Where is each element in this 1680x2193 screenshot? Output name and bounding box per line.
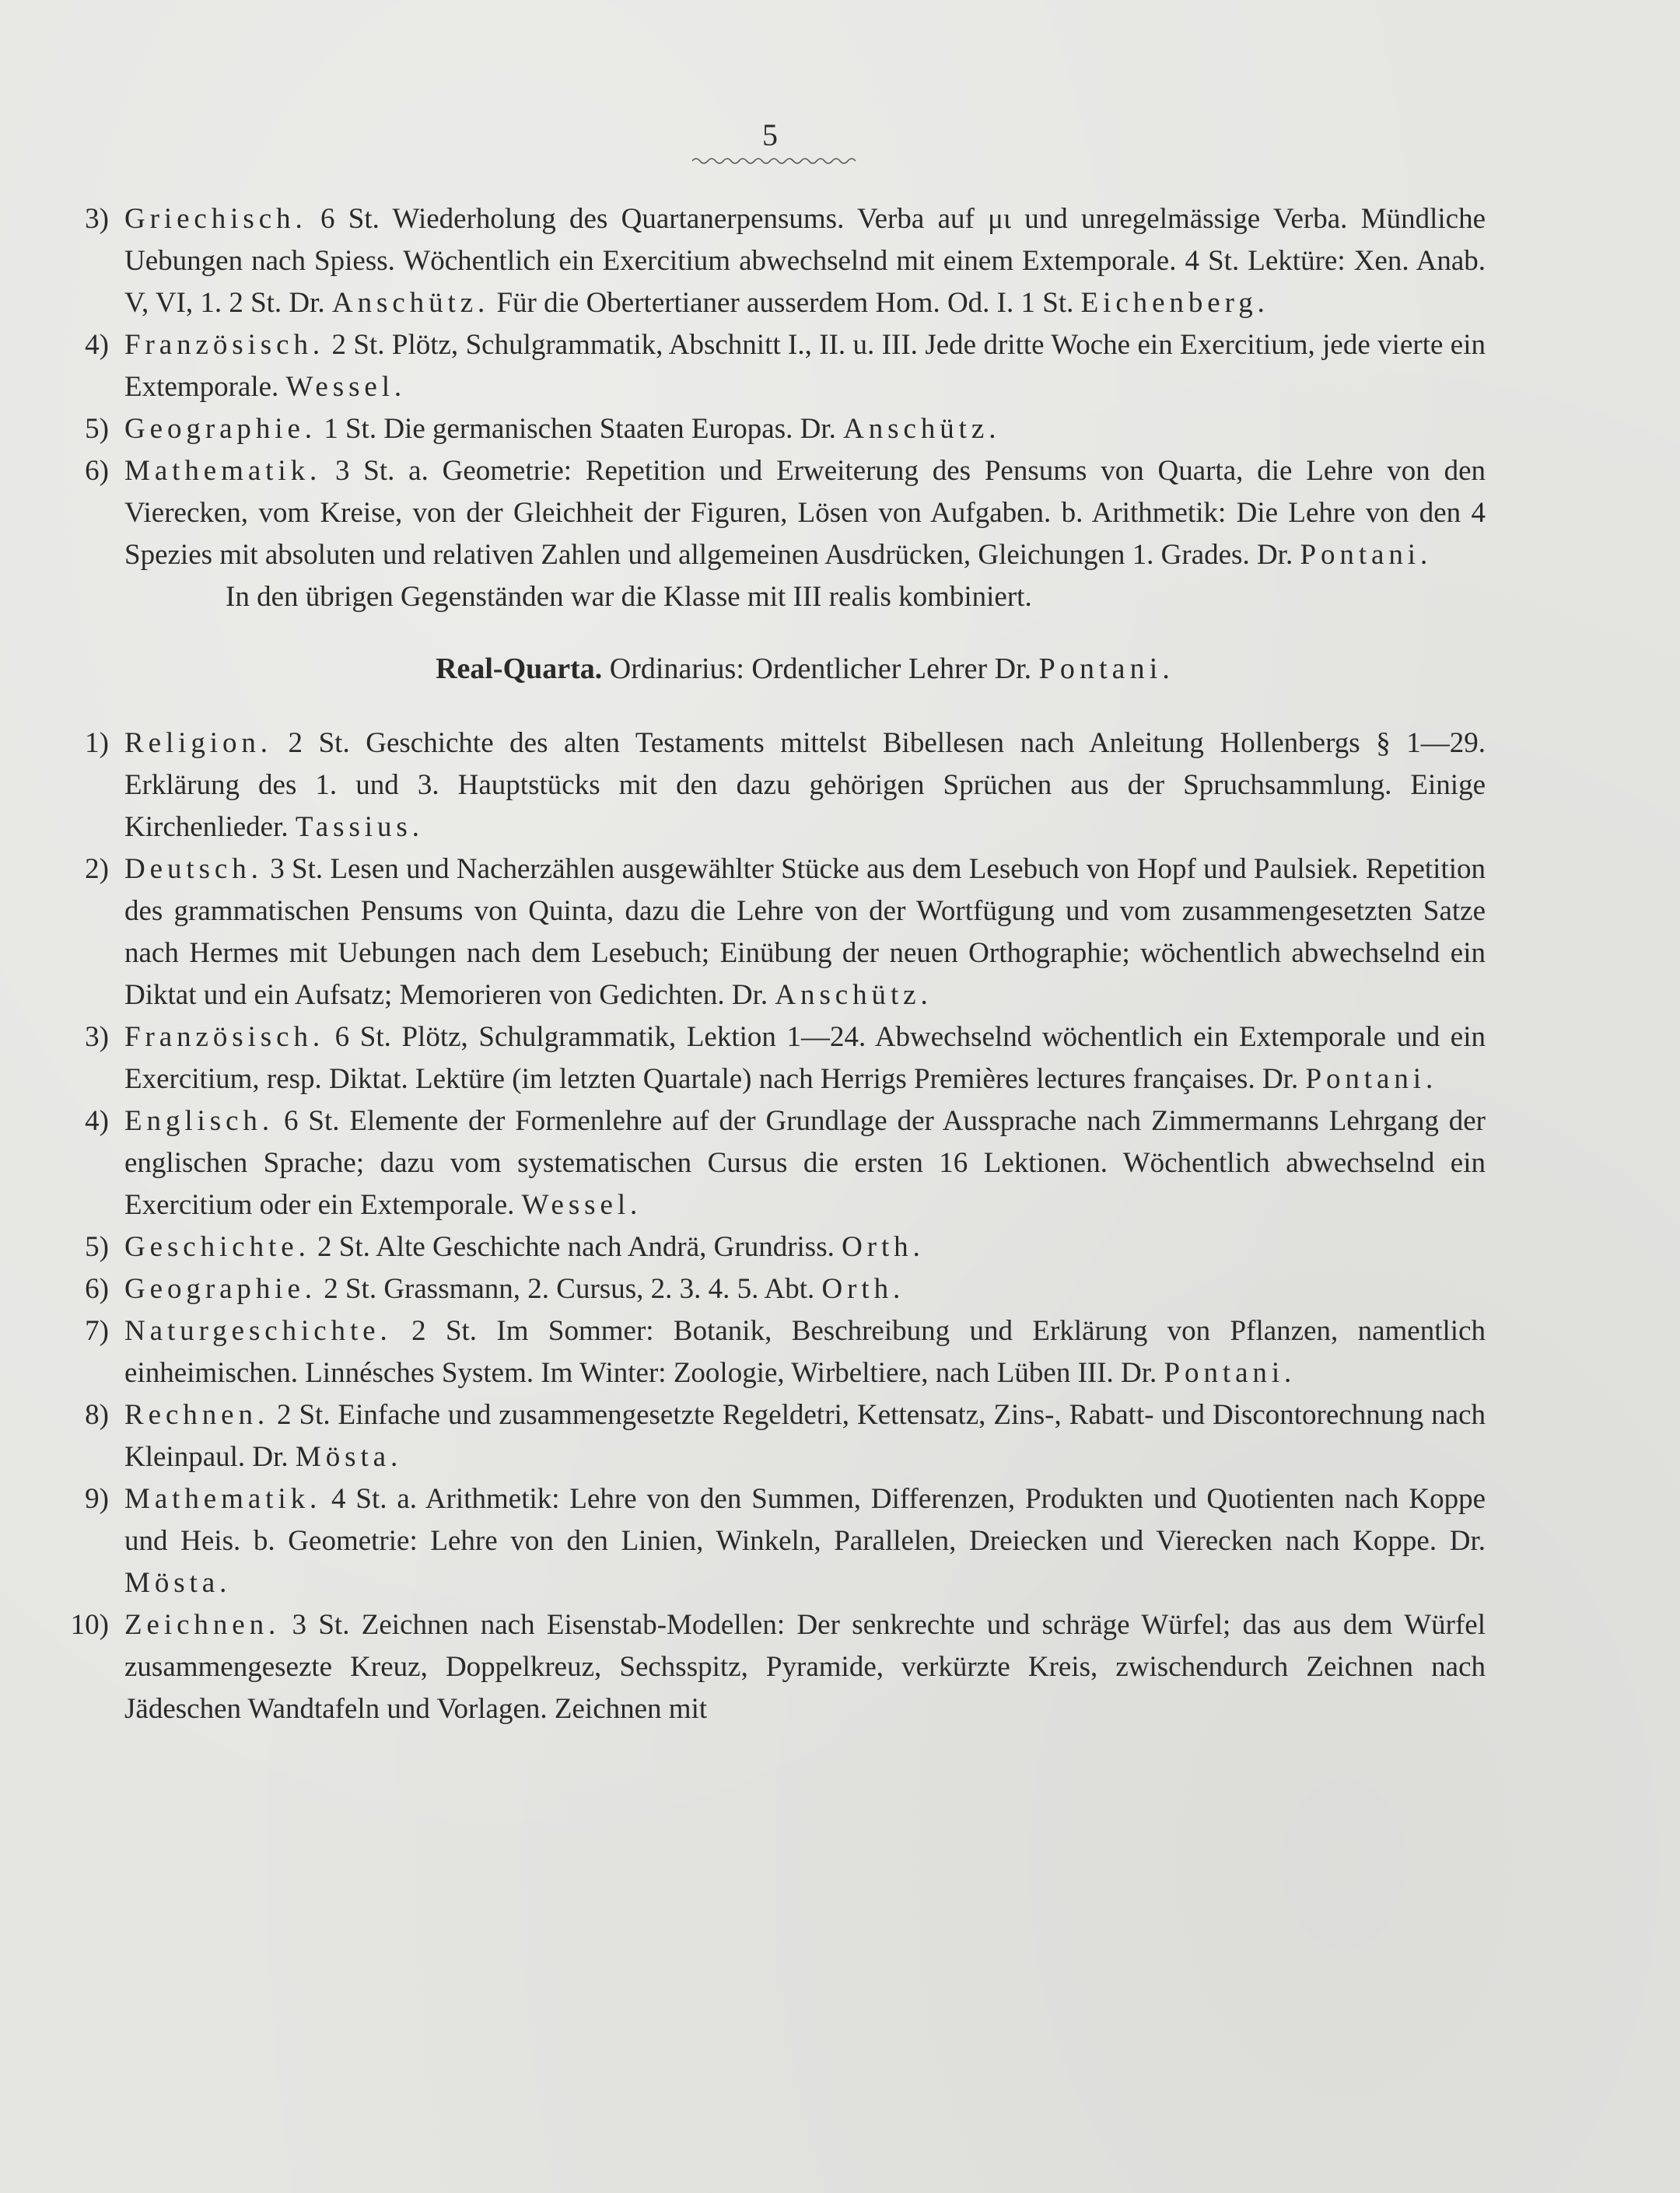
item-text: 3 St. Lesen und Nacherzählen ausgewählter Stücke aus dem Lesebuch von Hopf und Paulsiek. Repetition des grammatischen Pensums von Quinta, dazu die Lehre von der Wortfügung und vom zusammengesetzten Satze nach Hermes mit Uebungen nach dem Lesebuch; Einübung der neuen Orthographie; wöchentlich abwechselnd ein Diktat und ein Aufsatz; Memorieren von Gedichten. Dr.	[124, 853, 1486, 1011]
subject-name: Mathematik.	[124, 1483, 322, 1515]
item-number: 5)	[85, 413, 109, 445]
item-number: 4)	[85, 1105, 109, 1137]
document-body	[70, 198, 1486, 1730]
teacher-name: Orth.	[821, 1273, 905, 1305]
item-text: 2 St. Grassmann, 2. Cursus, 2. 3. 4. 5. Abt.	[324, 1273, 815, 1305]
list-item	[85, 408, 1486, 450]
item-text: 6 St. Elemente der Formenlehre auf der Grundlage der Aussprache nach Zimmermanns Lehrgang der englischen Sprache; dazu vom systematischen Cursus die ersten 16 Lektionen. Wöchentlich abwechselnd ein Exercitium oder ein Extemporale.	[124, 1105, 1486, 1221]
item-text: 2 St. Geschichte des alten Testaments mittelst Bibellesen nach Anleitung Hollenbergs § 1—29. Erklärung des 1. und 3. Hauptstücks mit den dazu gehörigen Sprüchen aus der Spruchsammlung. Einige Kirchenlieder.	[124, 727, 1486, 843]
teacher-name: Wessel.	[285, 371, 407, 403]
list-item	[85, 1016, 1486, 1100]
item-number: 9)	[85, 1483, 109, 1515]
item-text: 6 St. Plötz, Schulgrammatik, Lektion 1—24. Abwechselnd wöchentlich ein Extemporale und ein Exercitium, resp. Diktat. Lektüre (im letzten Quartale) nach Herrigs Premières lectures françaises. Dr.	[124, 1021, 1486, 1095]
list-item	[85, 1226, 1486, 1268]
teacher-name: Pontani.	[1038, 652, 1174, 685]
item-number: 3)	[85, 203, 109, 235]
subject-name: Französisch.	[124, 1021, 325, 1053]
list-item	[85, 1394, 1486, 1478]
list-item	[85, 1310, 1486, 1394]
teacher-name: Orth.	[842, 1231, 925, 1263]
subject-name: Englisch.	[124, 1105, 275, 1137]
page-number: 5	[762, 117, 778, 152]
item-text: 2 St. Plötz, Schulgrammatik, Abschnitt I., II. u. III. Jede dritte Woche ein Exercitium, jede vierte ein Extemporale.	[124, 329, 1486, 403]
teacher-name: Anschütz.	[331, 287, 490, 319]
list-item	[85, 1478, 1486, 1604]
teacher-name: Pontani.	[1300, 539, 1433, 571]
closing-note: In den übrigen Gegenständen war die Klasse mit III realis kombiniert.	[226, 581, 1032, 613]
item-text: 2 St. Im Sommer: Botanik, Beschreibung und Erklärung von Pflanzen, namentlich einheimischen. Linnésches System. Im Winter: Zoologie, Wirbeltiere, nach Lüben III. Dr.	[124, 1315, 1486, 1389]
subject-name: Naturgeschichte.	[124, 1315, 392, 1347]
item-text: 2 St. Einfache und zusammengesetzte Regeldetri, Kettensatz, Zins-, Rabatt- und Discontorechnung nach Kleinpaul. Dr.	[124, 1399, 1486, 1473]
subject-name: Mathematik.	[124, 455, 322, 487]
item-text: 6 St. Wiederholung des Quartanerpensums. Verba auf μι und unregelmässige Verba. Mündliche Uebungen nach Spiess. Wöchentlich ein Exercitium abwechselnd mit einem Extemporale. 4 St. Lektüre: Xen. Anab. V, VI, 1. 2 St. Dr.	[124, 203, 1486, 319]
teacher-name: Mösta.	[295, 1441, 403, 1473]
item-number: 10)	[70, 1609, 109, 1641]
item-number: 8)	[85, 1399, 109, 1431]
teacher-name: Mösta.	[124, 1567, 232, 1599]
item-number: 3)	[85, 1021, 109, 1053]
item-text: Für die Obertertianer ausserdem Hom. Od. I. 1 St.	[496, 287, 1074, 319]
class-title: Real-Quarta.	[436, 652, 603, 685]
ordinarius-text: Ordinarius: Ordentlicher Lehrer Dr.	[609, 652, 1032, 685]
section-heading	[124, 648, 1486, 690]
subject-name: Rechnen.	[124, 1399, 270, 1431]
teacher-name: Eichenberg.	[1080, 287, 1269, 319]
item-text: 2 St. Alte Geschichte nach Andrä, Grundriss.	[317, 1231, 835, 1263]
subject-name: Zeichnen.	[124, 1609, 281, 1641]
teacher-name: Pontani.	[1164, 1357, 1297, 1389]
item-number: 5)	[85, 1231, 109, 1263]
subject-name: Französisch.	[124, 329, 325, 361]
item-number: 6)	[85, 455, 109, 487]
subject-name: Geographie.	[124, 413, 317, 445]
item-number: 4)	[85, 329, 109, 361]
teacher-name: Wessel.	[521, 1189, 642, 1221]
subject-name: Geographie.	[124, 1273, 317, 1305]
item-number: 2)	[85, 853, 109, 885]
item-number: 1)	[85, 727, 109, 759]
ornament-divider	[692, 156, 856, 166]
subject-name: Deutsch.	[124, 853, 263, 885]
list-item	[85, 198, 1486, 324]
subject-name: Griechisch.	[124, 203, 307, 235]
teacher-name: Anschütz.	[775, 979, 933, 1011]
list-item	[85, 324, 1486, 408]
item-number: 7)	[85, 1315, 109, 1347]
list-item	[85, 450, 1486, 576]
item-text: 1 St. Die germanischen Staaten Europas. Dr.	[324, 413, 836, 445]
item-text: 4 St. a. Arithmetik: Lehre von den Summen, Differenzen, Produkten und Quotienten nach Koppe und Heis. b. Geometrie: Lehre von den Linien, Winkeln, Parallelen, Dreiecken und Vierecken nach Koppe. Dr.	[124, 1483, 1486, 1557]
teacher-name: Anschütz.	[843, 413, 1001, 445]
list-item	[70, 1604, 1486, 1730]
list-item	[85, 1100, 1486, 1226]
subject-name: Religion.	[124, 727, 272, 759]
list-item	[85, 848, 1486, 1016]
item-number: 6)	[85, 1273, 109, 1305]
teacher-name: Tassius.	[295, 811, 424, 843]
item-text: 3 St. Zeichnen nach Eisenstab-Modellen: Der senkrechte und schräge Würfel; das aus dem Würfel zusammengesezte Kreuz, Doppelkreuz, Sechsspitz, Pyramide, verkürzte Kreis, zwischendurch Zeichnen nach Jädeschen Wandtafeln und Vorlagen. Zeichnen mit	[124, 1609, 1486, 1725]
list-item	[85, 722, 1486, 848]
item-text: 3 St. a. Geometrie: Repetition und Erweiterung des Pensums von Quarta, die Lehre von den Vierecken, vom Kreise, von der Gleichheit der Figuren, Lösen von Aufgaben. b. Arithmetik: Die Lehre von den 4 Spezies mit absoluten und relativen Zahlen und allgemeinen Ausdrücken, Gleichungen 1. Grades. Dr.	[124, 455, 1486, 571]
list-item	[85, 1268, 1486, 1310]
subject-name: Geschichte.	[124, 1231, 310, 1263]
teacher-name: Pontani.	[1305, 1063, 1438, 1095]
